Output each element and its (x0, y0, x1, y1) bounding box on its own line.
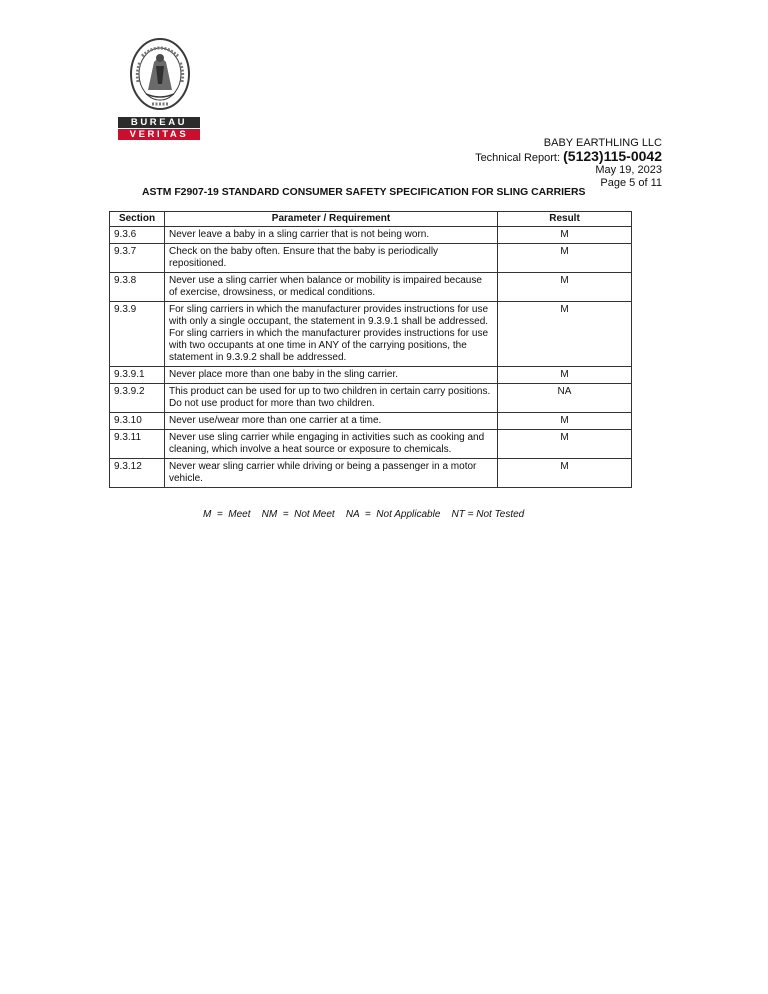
report-number: (5123)115-0042 (563, 147, 662, 164)
result-cell: M (498, 459, 632, 488)
requirements-table (109, 211, 632, 488)
section-cell: 9.3.6 (110, 227, 165, 244)
result-legend: M = Meet NM = Not Meet NA = Not Applicable NT = Not Tested (203, 509, 525, 520)
result-cell: M (498, 367, 632, 384)
requirement-cell: Never use sling carrier while engaging in activities such as cooking and cleaning, which involve a heat source or exposure to chemicals. (165, 430, 498, 459)
table-row (110, 413, 632, 430)
result-cell: M (498, 227, 632, 244)
requirement-cell: Check on the baby often. Ensure that the baby is periodically repositioned. (165, 244, 498, 273)
result-cell: M (498, 413, 632, 430)
section-cell: 9.3.7 (110, 244, 165, 273)
requirement-cell: Never use/wear more than one carrier at a time. (165, 413, 498, 430)
section-cell: 9.3.9.2 (110, 384, 165, 413)
section-cell: 9.3.11 (110, 430, 165, 459)
bureau-veritas-seal-icon (128, 36, 192, 112)
column-header-section: Section (110, 212, 165, 227)
requirement-cell: Never leave a baby in a sling carrier that is not being worn. (165, 227, 498, 244)
table-row (110, 302, 632, 367)
bureau-veritas-logo (118, 36, 202, 140)
logo-wordmark-bottom: VERITAS (118, 129, 200, 140)
requirement-cell: This product can be used for up to two children in certain carry positions. Do not use product for more than two children. (165, 384, 498, 413)
table-row (110, 227, 632, 244)
table-row (110, 367, 632, 384)
result-cell: M (498, 244, 632, 273)
table-row (110, 384, 632, 413)
requirement-cell: Never place more than one baby in the sling carrier. (165, 367, 498, 384)
company-name: BABY EARTHLING LLC (543, 137, 662, 149)
page-number: Page 5 of 11 (600, 176, 662, 189)
requirement-cell: Never use a sling carrier when balance or mobility is impaired because of exercise, drowsiness, or medical conditions. (165, 273, 498, 302)
report-date: May 19, 2023 (595, 164, 662, 176)
table-row (110, 430, 632, 459)
requirement-cell: For sling carriers in which the manufacturer provides instructions for use with only a single occupant, the statement in 9.3.9.1 shall be addressed. For sling carriers in which the manufacturer provides instructions for use with two occupants at one time in ANY of the carrying positions, the statement in 9.3.9.2 shall be addressed. (165, 302, 498, 367)
section-cell: 9.3.10 (110, 413, 165, 430)
result-cell: NA (498, 384, 632, 413)
section-cell: 9.3.8 (110, 273, 165, 302)
result-cell: M (498, 430, 632, 459)
column-header-result: Result (498, 212, 632, 227)
report-label: Technical Report: (475, 151, 561, 164)
result-cell: M (498, 273, 632, 302)
document-title: ASTM F2907-19 STANDARD CONSUMER SAFETY SPECIFICATION FOR SLING CARRIERS (142, 187, 586, 198)
table-row (110, 244, 632, 273)
section-cell: 9.3.12 (110, 459, 165, 488)
table-row (110, 459, 632, 488)
report-header (475, 137, 662, 189)
result-cell: M (498, 302, 632, 367)
table-header-row (110, 212, 632, 227)
technical-report-line (475, 147, 662, 165)
requirement-cell: Never wear sling carrier while driving or being a passenger in a motor vehicle. (165, 459, 498, 488)
table-row (110, 273, 632, 302)
section-cell: 9.3.9.1 (110, 367, 165, 384)
column-header-requirement: Parameter / Requirement (165, 212, 498, 227)
section-cell: 9.3.9 (110, 302, 165, 367)
logo-wordmark-top: BUREAU (118, 117, 200, 128)
